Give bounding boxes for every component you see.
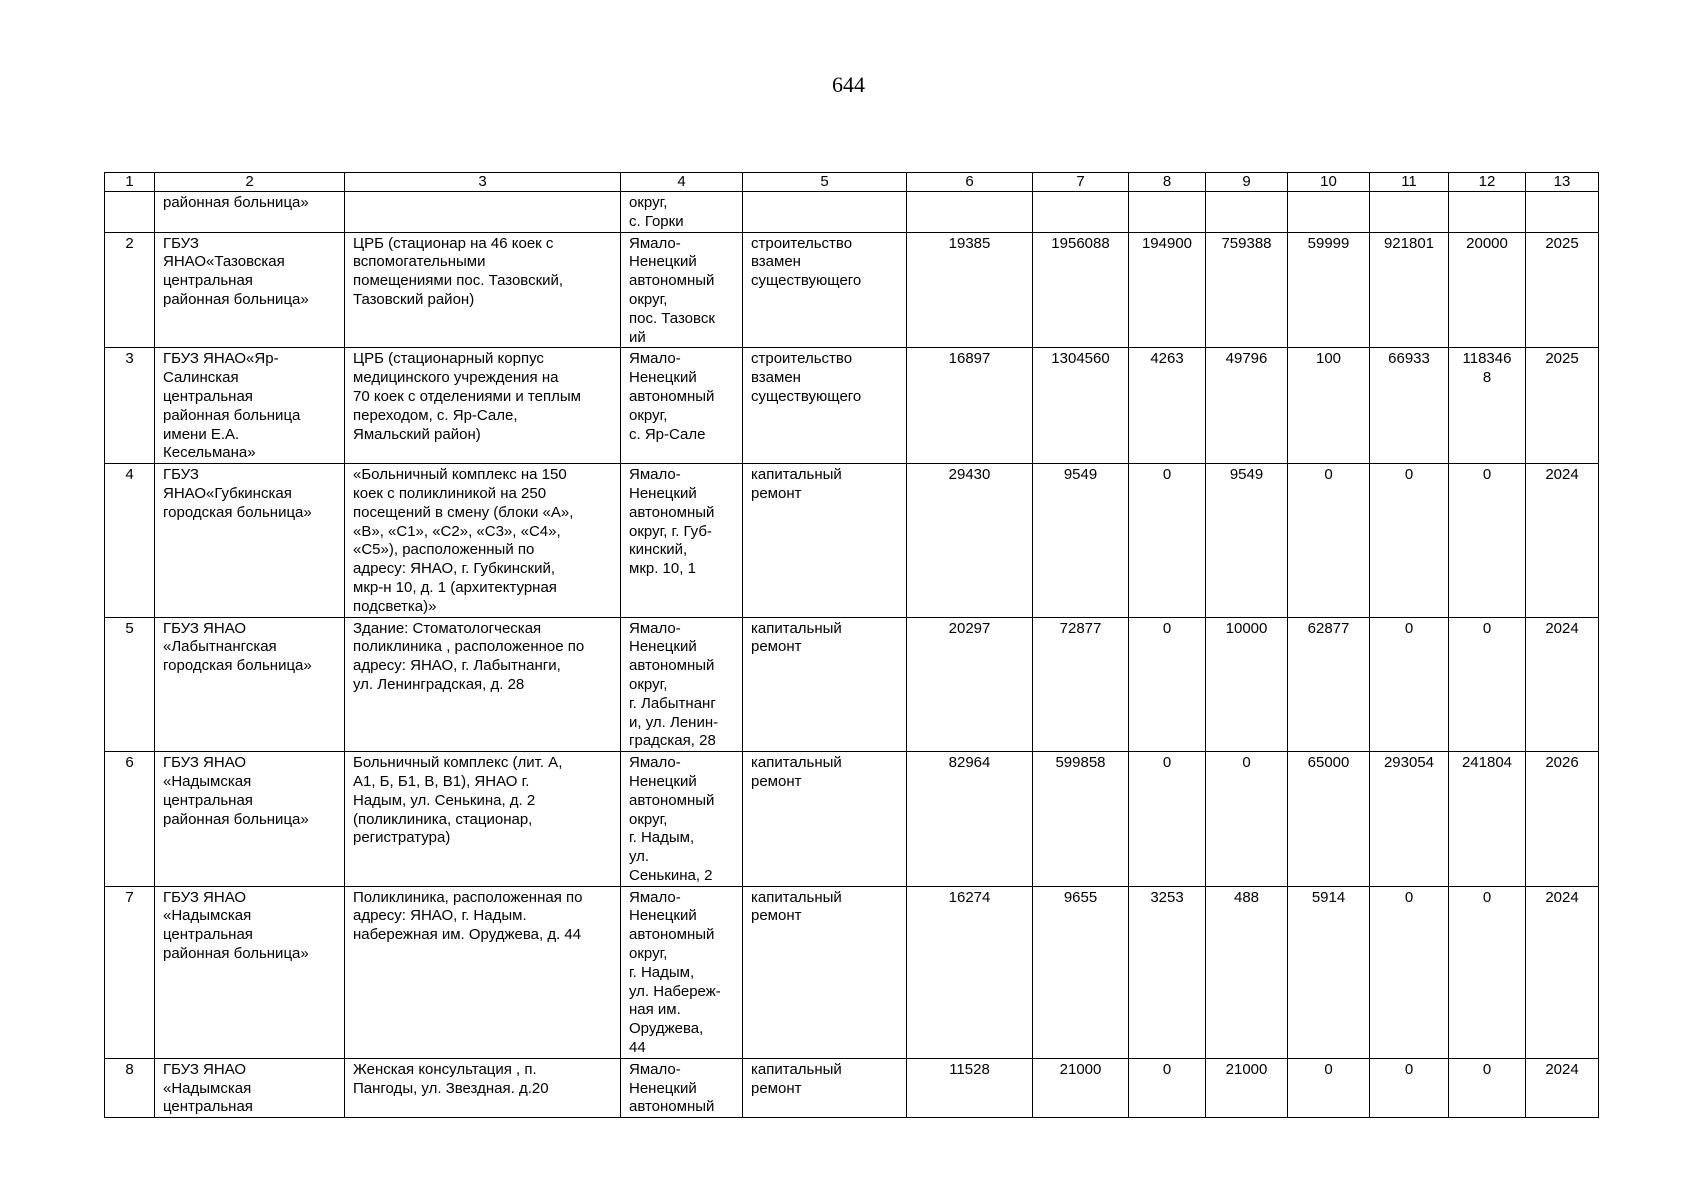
header-row (105, 173, 1599, 192)
header-cell: 1 (105, 173, 155, 192)
row-number-cell: 5 (105, 617, 155, 752)
organization-cell: ГБУЗ ЯНАО«Губкинская городская больница» (155, 464, 345, 617)
value-col12-cell: 0 (1449, 617, 1526, 752)
investment-table (104, 172, 1599, 1118)
value-col11-cell: 66933 (1370, 348, 1449, 464)
work-type-cell: капитальный ремонт (743, 1058, 907, 1117)
location-cell: Ямало- Ненецкий автономный округ, пос. Тазовск ий (621, 232, 743, 348)
location-cell: Ямало- Ненецкий автономный округ, с. Яр-Сале (621, 348, 743, 464)
value-col10-cell: 0 (1288, 1058, 1370, 1117)
value-col10-cell: 65000 (1288, 752, 1370, 887)
value-col9-cell: 21000 (1206, 1058, 1288, 1117)
value-col9-cell: 10000 (1206, 617, 1288, 752)
row-number-cell: 2 (105, 232, 155, 348)
value-col9-cell: 9549 (1206, 464, 1288, 617)
value-col9-cell (1206, 192, 1288, 233)
object-cell: Женская консультация , п. Пангоды, ул. Звездная. д.20 (345, 1058, 621, 1117)
value-col8-cell: 194900 (1129, 232, 1206, 348)
value-col6-cell: 16274 (907, 886, 1033, 1058)
value-col10-cell: 0 (1288, 464, 1370, 617)
row-number-cell: 7 (105, 886, 155, 1058)
object-cell: Больничный комплекс (лит. А, А1, Б, Б1, В, В1), ЯНАО г. Надым, ул. Сенькина, д. 2 (поликлиника, стационар, регистратура) (345, 752, 621, 887)
row-number-cell: 3 (105, 348, 155, 464)
work-type-cell (743, 192, 907, 233)
header-cell: 3 (345, 173, 621, 192)
header-cell: 13 (1526, 173, 1599, 192)
value-col8-cell: 0 (1129, 752, 1206, 887)
organization-cell: районная больница» (155, 192, 345, 233)
header-cell: 8 (1129, 173, 1206, 192)
value-col6-cell: 11528 (907, 1058, 1033, 1117)
work-type-cell: строительство взамен существующего (743, 348, 907, 464)
value-col12-cell: 0 (1449, 886, 1526, 1058)
table-row (105, 752, 1599, 887)
organization-cell: ГБУЗ ЯНАО«Тазовская центральная районная больница» (155, 232, 345, 348)
organization-cell: ГБУЗ ЯНАО «Надымская центральная районная больница» (155, 752, 345, 887)
organization-cell: ГБУЗ ЯНАО «Надымская центральная районная больница» (155, 886, 345, 1058)
year-cell: 2026 (1526, 752, 1599, 887)
value-col10-cell: 59999 (1288, 232, 1370, 348)
value-col8-cell: 0 (1129, 1058, 1206, 1117)
year-cell: 2024 (1526, 886, 1599, 1058)
value-col12-cell: 20000 (1449, 232, 1526, 348)
table-row (105, 464, 1599, 617)
location-cell: Ямало- Ненецкий автономный округ, г. Надым, ул. Сенькина, 2 (621, 752, 743, 887)
object-cell: Поликлиника, расположенная по адресу: ЯНАО, г. Надым. набережная им. Оруджева, д. 44 (345, 886, 621, 1058)
value-col7-cell: 21000 (1033, 1058, 1129, 1117)
year-cell (1526, 192, 1599, 233)
value-col6-cell: 16897 (907, 348, 1033, 464)
value-col6-cell: 82964 (907, 752, 1033, 887)
object-cell: ЦРБ (стационар на 46 коек с вспомогательными помещениями пос. Тазовский, Тазовский район) (345, 232, 621, 348)
value-col12-cell: 241804 (1449, 752, 1526, 887)
value-col10-cell (1288, 192, 1370, 233)
value-col12-cell (1449, 192, 1526, 233)
value-col11-cell: 0 (1370, 464, 1449, 617)
value-col8-cell (1129, 192, 1206, 233)
value-col9-cell: 49796 (1206, 348, 1288, 464)
work-type-cell: строительство взамен существующего (743, 232, 907, 348)
value-col8-cell: 0 (1129, 617, 1206, 752)
year-cell: 2025 (1526, 232, 1599, 348)
value-col12-cell: 0 (1449, 464, 1526, 617)
header-cell: 6 (907, 173, 1033, 192)
header-cell: 9 (1206, 173, 1288, 192)
object-cell: «Больничный комплекс на 150 коек с поликлиникой на 250 посещений в смену (блоки «А», «В», «С1», «С2», «С3», «С4», «С5»), расположенный по адресу: ЯНАО, г. Губкинский, мкр-н 10, д. 1 (архитектурная подсветка)» (345, 464, 621, 617)
value-col7-cell (1033, 192, 1129, 233)
value-col12-cell: 0 (1449, 1058, 1526, 1117)
value-col9-cell: 0 (1206, 752, 1288, 887)
value-col8-cell: 3253 (1129, 886, 1206, 1058)
value-col8-cell: 0 (1129, 464, 1206, 617)
organization-cell: ГБУЗ ЯНАО«Яр- Салинская центральная районная больница имени Е.А. Кесельмана» (155, 348, 345, 464)
year-cell: 2025 (1526, 348, 1599, 464)
header-cell: 4 (621, 173, 743, 192)
value-col11-cell: 921801 (1370, 232, 1449, 348)
work-type-cell: капитальный ремонт (743, 617, 907, 752)
value-col7-cell: 9549 (1033, 464, 1129, 617)
table-row (105, 348, 1599, 464)
value-col8-cell: 4263 (1129, 348, 1206, 464)
location-cell: округ, с. Горки (621, 192, 743, 233)
location-cell: Ямало- Ненецкий автономный округ, г. Лабытнанг и, ул. Ленин- градская, 28 (621, 617, 743, 752)
year-cell: 2024 (1526, 617, 1599, 752)
row-number-cell: 6 (105, 752, 155, 887)
object-cell: ЦРБ (стационарный корпус медицинского учреждения на 70 коек с отделениями и теплым переходом, с. Яр-Сале, Ямальский район) (345, 348, 621, 464)
table-row (105, 192, 1599, 233)
location-cell: Ямало- Ненецкий автономный округ, г. Надым, ул. Набереж- ная им. Оруджева, 44 (621, 886, 743, 1058)
value-col12-cell: 118346 8 (1449, 348, 1526, 464)
header-cell: 5 (743, 173, 907, 192)
table-row (105, 232, 1599, 348)
value-col6-cell: 29430 (907, 464, 1033, 617)
value-col11-cell: 0 (1370, 1058, 1449, 1117)
organization-cell: ГБУЗ ЯНАО «Надымская центральная (155, 1058, 345, 1117)
header-cell: 12 (1449, 173, 1526, 192)
value-col11-cell (1370, 192, 1449, 233)
row-number-cell: 4 (105, 464, 155, 617)
year-cell: 2024 (1526, 464, 1599, 617)
value-col11-cell: 0 (1370, 617, 1449, 752)
object-cell (345, 192, 621, 233)
header-cell: 10 (1288, 173, 1370, 192)
organization-cell: ГБУЗ ЯНАО «Лабытнангская городская больница» (155, 617, 345, 752)
year-cell: 2024 (1526, 1058, 1599, 1117)
value-col11-cell: 0 (1370, 886, 1449, 1058)
value-col10-cell: 100 (1288, 348, 1370, 464)
value-col6-cell: 19385 (907, 232, 1033, 348)
location-cell: Ямало- Ненецкий автономный округ, г. Губ- кинский, мкр. 10, 1 (621, 464, 743, 617)
object-cell: Здание: Стоматологческая поликлиника , расположенное по адресу: ЯНАО, г. Лабытнанги, ул. Ленинградская, д. 28 (345, 617, 621, 752)
value-col7-cell: 1956088 (1033, 232, 1129, 348)
row-number-cell (105, 192, 155, 233)
work-type-cell: капитальный ремонт (743, 752, 907, 887)
value-col9-cell: 488 (1206, 886, 1288, 1058)
value-col6-cell (907, 192, 1033, 233)
work-type-cell: капитальный ремонт (743, 464, 907, 617)
value-col10-cell: 5914 (1288, 886, 1370, 1058)
value-col6-cell: 20297 (907, 617, 1033, 752)
value-col7-cell: 1304560 (1033, 348, 1129, 464)
value-col10-cell: 62877 (1288, 617, 1370, 752)
page-number: 644 (832, 72, 865, 97)
header-cell: 11 (1370, 173, 1449, 192)
table-row (105, 1058, 1599, 1117)
header-cell: 7 (1033, 173, 1129, 192)
table-row (105, 886, 1599, 1058)
work-type-cell: капитальный ремонт (743, 886, 907, 1058)
location-cell: Ямало- Ненецкий автономный (621, 1058, 743, 1117)
value-col7-cell: 9655 (1033, 886, 1129, 1058)
value-col9-cell: 759388 (1206, 232, 1288, 348)
row-number-cell: 8 (105, 1058, 155, 1117)
header-cell: 2 (155, 173, 345, 192)
value-col7-cell: 72877 (1033, 617, 1129, 752)
value-col11-cell: 293054 (1370, 752, 1449, 887)
value-col7-cell: 599858 (1033, 752, 1129, 887)
table-row (105, 617, 1599, 752)
